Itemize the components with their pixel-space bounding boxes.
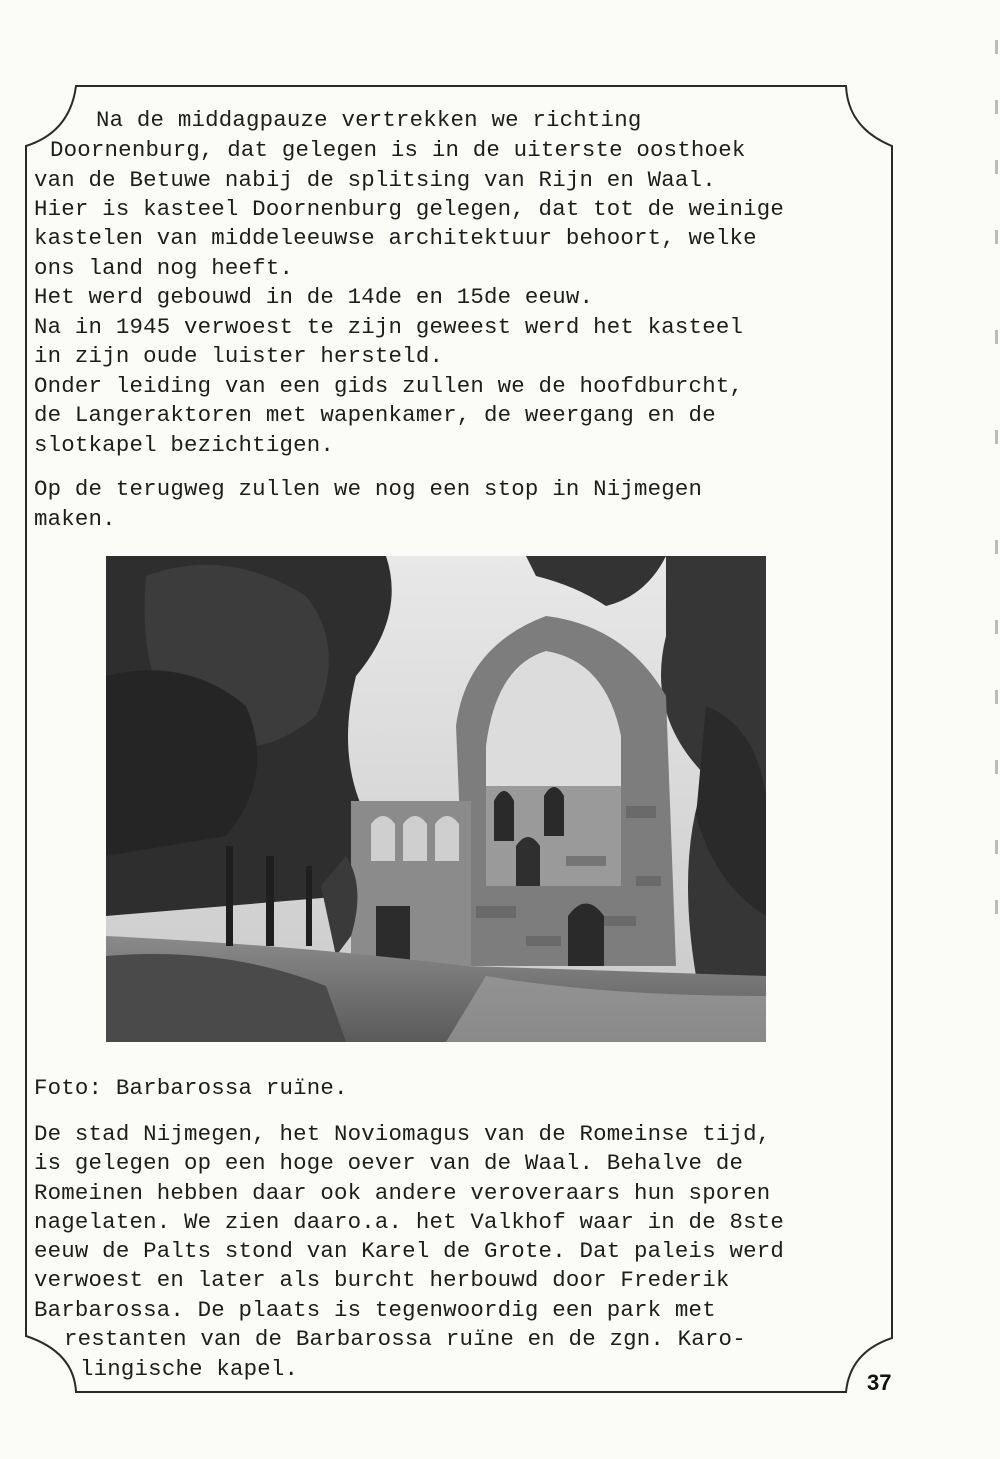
text-line: van de Betuwe nabij de splitsing van Rijn en Waal. [34,167,716,193]
text-line: Op de terugweg zullen we nog een stop in Nijmegen [34,476,703,502]
text-line: eeuw de Palts stond van Karel de Grote. Dat paleis werd [34,1238,785,1264]
text-line: lingische kapel. [80,1356,299,1382]
text-line: ons land nog heeft. [34,255,294,281]
text-line: De stad Nijmegen, het Noviomagus van de Romeinse tijd, [34,1121,771,1147]
text-line: nagelaten. We zien daaro.a. het Valkhof waar in de 8ste [34,1209,785,1235]
text-line: Het werd gebouwd in de 14de en 15de eeuw. [34,284,594,310]
photo-illustration [106,556,766,1042]
text-line: in zijn oude luister hersteld. [34,343,444,369]
text-line: Romeinen hebben daar ook andere veroveraars hun sporen [34,1180,771,1206]
photo-caption: Foto: Barbarossa ruïne. [34,1075,348,1101]
barbarossa-ruin-photo [106,556,766,1042]
text-line: Onder leiding van een gids zullen we de hoofdburcht, [34,373,744,399]
text-line: restanten van de Barbarossa ruïne en de zgn. Karo- [64,1326,746,1352]
scan-edge-marks [992,0,998,1459]
text-line: Hier is kasteel Doornenburg gelegen, dat tot de weinige [34,196,785,222]
text-line: Barbarossa. De plaats is tegenwoordig een park met [34,1297,716,1323]
text-line: de Langeraktoren met wapenkamer, de weergang en de [34,402,716,428]
text-line: Na in 1945 verwoest te zijn geweest werd het kasteel [34,314,744,340]
text-line: Doornenburg, dat gelegen is in de uiterste oosthoek [50,137,746,163]
text-line: kastelen van middeleeuwse architektuur behoort, welke [34,225,757,251]
text-line: slotkapel bezichtigen. [34,432,335,458]
text-line: maken. [34,506,116,532]
text-line: Na de middagpauze vertrekken we richting [96,107,642,133]
text-line: verwoest en later als burcht herbouwd door Frederik [34,1267,730,1293]
text-line: is gelegen op een hoge oever van de Waal. Behalve de [34,1150,744,1176]
page-number: 37 [867,1370,892,1395]
